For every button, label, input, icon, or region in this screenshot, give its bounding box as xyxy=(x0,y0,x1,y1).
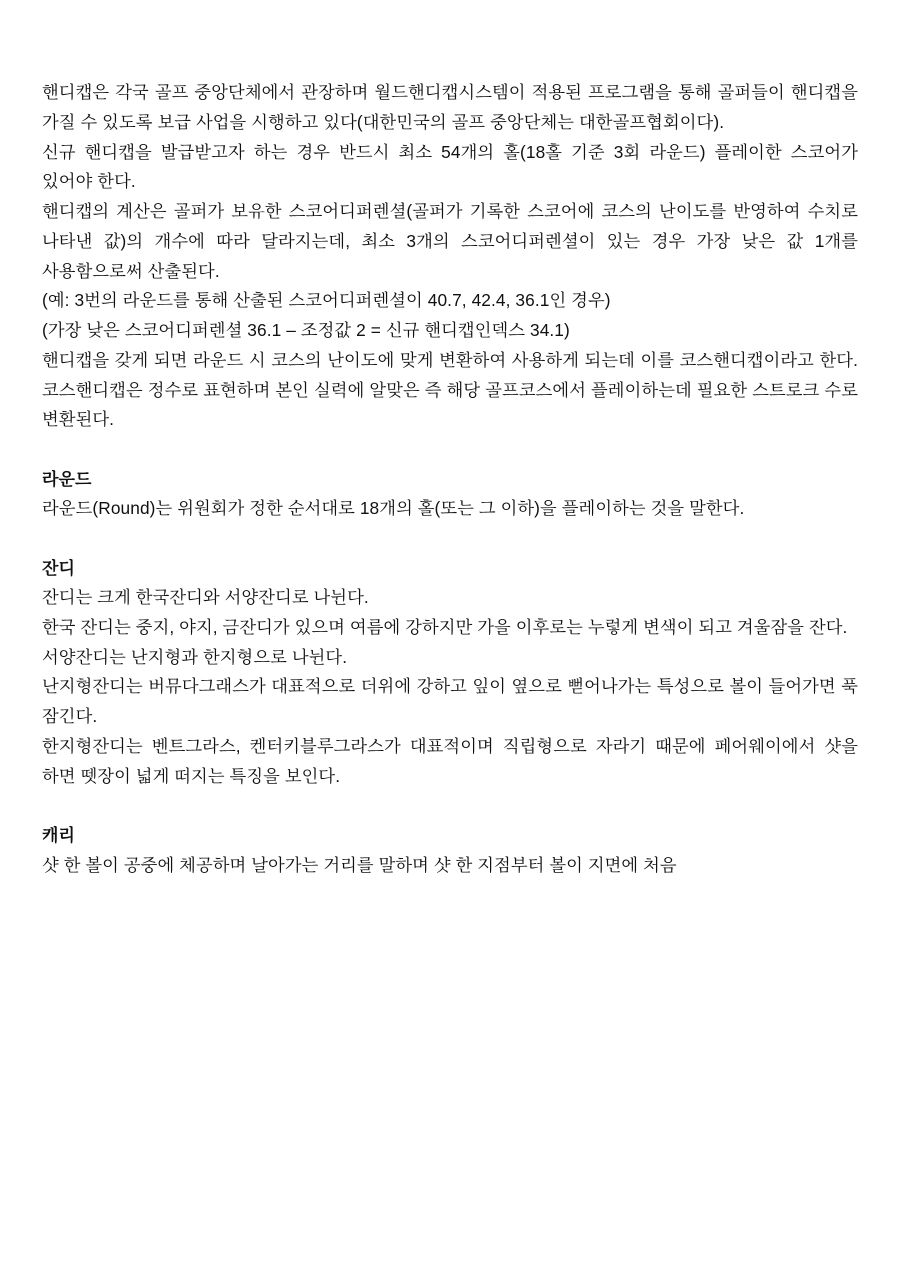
paragraph-example-calculation: (가장 낮은 스코어디퍼렌셜 36.1 – 조정값 2 = 신규 핸디캡인덱스 34.1) xyxy=(42,320,570,340)
paragraph-carry-definition: 샷 한 볼이 공중에 체공하며 날아가는 거리를 말하며 샷 한 지점부터 볼이 지면에 처음 xyxy=(42,854,677,875)
paragraph-example-differentials: (예: 3번의 라운드를 통해 산출된 스코어디퍼렌셜이 40.7, 42.4, 36.1인 경우) xyxy=(42,290,611,311)
paragraph-new-handicap-requirement: 신규 핸디캡을 발급받고자 하는 경우 반드시 최소 54개의 홀(18홀 기준 3회 라운드) 플레이한 스코어가 있어야 한다. xyxy=(42,141,858,192)
paragraph-round-definition: 라운드(Round)는 위원회가 정한 순서대로 18개의 홀(또는 그 이하)을 플레이하는 것을 말한다. xyxy=(42,498,745,519)
paragraph-course-handicap: 핸디캡을 갖게 되면 라운드 시 코스의 난이도에 맞게 변환하여 사용하게 되는데 이를 코스핸디캡이라고 한다. 코스핸디캡은 정수로 표현하며 본인 실력에 알맞은 즉 해당 골프코스에서 플레이하는데 필요한 스트로크 수로 변환된다. xyxy=(42,349,858,430)
paragraph-grass-classification: 잔디는 크게 한국잔디와 서양잔디로 나뉜다. xyxy=(42,587,369,608)
paragraph-korean-grass: 한국 잔디는 중지, 야지, 금잔디가 있으며 여름에 강하지만 가을 이후로는 누렇게 변색이 되고 겨울잠을 잔다. xyxy=(42,616,848,637)
paragraph-western-grass: 서양잔디는 난지형과 한지형으로 나뉜다. xyxy=(42,646,348,667)
paragraph-warm-season-grass: 난지형잔디는 버뮤다그래스가 대표적으로 더위에 강하고 잎이 옆으로 뻗어나가는 특성으로 볼이 들어가면 푹 잠긴다. xyxy=(42,676,858,727)
section-spacer-2 xyxy=(42,524,858,554)
section-spacer-3 xyxy=(42,791,858,821)
heading-round: 라운드 xyxy=(42,470,92,489)
document-body xyxy=(42,78,858,880)
section-spacer-1 xyxy=(42,435,858,465)
heading-carry: 캐리 xyxy=(42,826,76,846)
paragraph-handicap-intro: 핸디캡은 각국 골프 중앙단체에서 관장하며 월드핸디캡시스템이 적용된 프로그램을 통해 골퍼들이 핸디캡을 가질 수 있도록 보급 사업을 시행하고 있다(대한민국의 골프 중앙단체는 대한골프협회이다). xyxy=(42,82,858,132)
paragraph-cool-season-grass: 한지형잔디는 벤트그라스, 켄터키블루그라스가 대표적이며 직립형으로 자라기 때문에 페어웨이에서 샷을 하면 뗏장이 넓게 떠지는 특징을 보인다. xyxy=(42,735,858,786)
heading-grass: 잔디 xyxy=(42,558,76,578)
paragraph-handicap-calculation: 핸디캡의 계산은 골퍼가 보유한 스코어디퍼렌셜(골퍼가 기록한 스코어에 코스의 난이도를 반영하여 수치로 나타낸 값)의 개수에 따라 달라지는데, 최소 3개의 스코어디퍼렌셜이 있는 경우 가장 낮은 값 1개를 사용함으로써 산출된다. xyxy=(42,201,858,281)
